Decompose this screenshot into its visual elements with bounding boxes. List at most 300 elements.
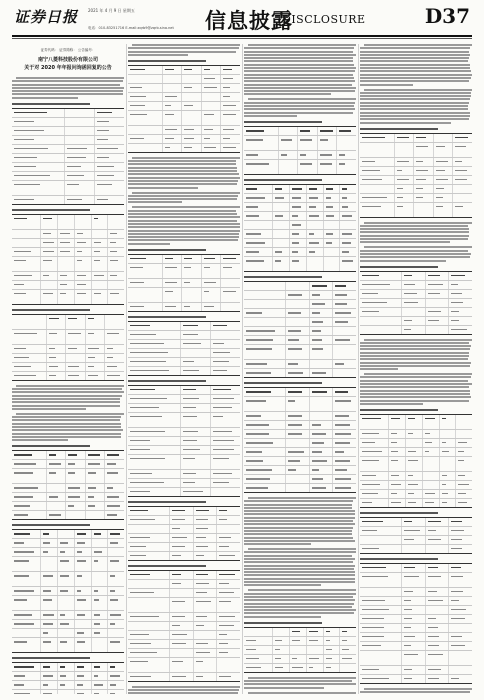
text-line [360,228,469,230]
table-row [12,460,124,469]
table-cell [128,358,181,366]
table-cell [108,690,124,694]
table-cell [426,290,450,298]
table-cell [58,239,75,247]
table-row [12,681,124,690]
table-cell [202,93,222,101]
table-cell [406,499,423,507]
table-cell [244,628,273,636]
table-cell [12,145,65,153]
table-cell [211,367,240,375]
table-row [128,455,240,470]
table-row [12,511,124,519]
table-cell [12,611,41,619]
table-cell [307,239,324,247]
table-cell [182,66,202,74]
table-row [128,84,240,93]
table-cell [75,257,92,271]
text-paragraph [244,589,356,617]
masthead-contact: 电话：010-83251716 E-mail:zqrb9@zqrb.sina.net [88,26,174,30]
text-line [244,105,354,107]
table-row [360,481,472,490]
table-cell [414,143,434,157]
text-line [360,383,472,385]
table-row [244,160,356,174]
table-cell [58,611,75,619]
table-cell [389,457,406,471]
table-cell [307,230,324,238]
table-cell [423,448,440,456]
table-cell [221,303,240,311]
table-cell [66,345,86,353]
table-cell [402,675,426,683]
table-cell [440,415,457,429]
table-cell [181,367,211,375]
table-cell [108,596,124,610]
column-divider [126,44,127,694]
data-table [360,563,472,684]
column-body [244,44,356,694]
text-paragraph [128,206,240,244]
table-cell [360,588,402,596]
table-cell [12,484,47,492]
table-cell [449,536,472,544]
table-cell [163,111,183,125]
table-cell [307,655,324,663]
text-line [244,517,355,519]
table-cell [244,203,273,211]
table-cell [163,75,183,83]
column-2 [128,44,240,694]
table-cell [290,637,307,645]
text-line [244,616,321,618]
text-line [128,163,236,165]
table-cell [414,185,434,193]
table-cell [181,479,211,487]
data-table [244,126,356,175]
table-cell [244,185,273,193]
table-cell [75,239,92,247]
table-cell [434,203,454,217]
table-cell [170,534,194,542]
table-cell [456,430,472,438]
table-cell [426,545,450,553]
table-row [128,144,240,152]
table-cell [244,448,286,456]
text-line [132,686,240,688]
table-cell [211,322,240,330]
text-line [132,206,240,208]
table-cell [202,255,222,263]
table-cell [340,239,356,247]
table-cell [75,611,92,619]
text-line [12,84,120,86]
table-cell [286,291,310,299]
table-cell [440,430,457,438]
table-cell [279,127,299,135]
table-cell [41,272,58,280]
text-line [360,368,398,370]
text-line [360,345,471,347]
table-cell [290,203,307,211]
table-caption [128,316,206,318]
table-row [12,136,124,145]
text-line [360,256,470,258]
table-cell [92,539,109,547]
table-cell [402,624,426,632]
table-cell [92,638,109,652]
table-cell [244,151,279,159]
table-cell [66,511,86,519]
table-row [360,185,472,194]
table-row [12,611,124,620]
table-cell [456,457,472,471]
table-cell [449,308,472,316]
table-cell [12,315,47,329]
table-cell [105,354,124,362]
table-cell [108,272,124,280]
table-cell [221,111,240,125]
text-line [128,223,240,225]
table-cell [128,367,181,375]
table-cell [47,354,67,362]
table-cell [66,502,86,510]
table-cell [449,588,472,596]
text-line [360,102,469,104]
text-line [128,170,237,172]
table-cell [414,203,434,217]
table-cell [286,300,310,308]
table-cell [202,84,222,92]
table-row [128,525,240,534]
table-cell [360,536,402,544]
table-cell [244,136,279,150]
table-caption [244,622,322,624]
table-cell [324,194,341,202]
table-cell [449,545,472,553]
table-cell [434,176,454,184]
table-cell [202,66,222,74]
text-line [128,198,237,200]
table-cell [221,102,240,110]
text-line [128,226,240,228]
table-cell [440,472,457,480]
table-cell [426,588,450,596]
table-row [128,613,240,622]
table-cell [449,272,472,280]
table-cell [310,439,334,447]
table-cell [360,167,395,175]
table-cell [163,279,183,287]
table-cell [286,360,310,368]
text-line [360,403,423,405]
table-row [360,448,472,457]
text-line [12,423,121,425]
table-cell [128,84,163,92]
table-cell [181,358,211,366]
table-cell [170,622,194,630]
table-cell [170,516,194,524]
table-cell [453,143,472,157]
text-line [364,89,472,91]
table-cell [65,181,95,195]
table-cell [273,628,290,636]
text-line [12,429,123,431]
text-line [244,561,353,563]
table-cell [360,143,395,157]
table-cell [244,327,286,335]
table-row [360,490,472,499]
table-cell [360,633,402,641]
text-line [128,51,236,53]
table-row [244,327,356,336]
table-cell [273,655,290,663]
table-cell [449,573,472,587]
data-table [128,254,240,312]
table-cell [453,194,472,202]
table-row [128,428,240,437]
text-line [128,54,188,56]
table-cell [290,257,307,271]
table-cell [449,651,472,665]
table-cell [41,290,58,304]
table-cell [105,469,124,483]
table-cell [128,479,181,487]
table-cell [128,552,170,560]
table-cell [244,318,286,326]
text-line [360,118,469,120]
table-cell [310,282,334,290]
column-4 [360,44,472,694]
table-row [128,264,240,279]
table-cell [202,264,222,278]
table-cell [244,369,286,377]
header-rule-thick [12,35,472,37]
table-cell [163,126,183,134]
data-table [12,450,124,520]
table-cell [423,499,440,507]
text-line [360,112,470,114]
table-row [12,257,124,272]
text-line [360,98,470,100]
table-cell [92,572,109,586]
table-cell [244,360,286,368]
table-cell [324,248,341,256]
table-row [360,564,472,573]
text-line [244,67,356,69]
table-cell [221,75,240,83]
table-cell [414,176,434,184]
table-cell [310,369,334,377]
table-cell [194,543,218,551]
text-line [12,97,78,99]
table-cell [47,345,67,353]
table-row [12,354,124,363]
text-line [244,530,352,532]
text-line [360,376,471,378]
table-cell [211,446,240,454]
table-row [244,397,356,412]
table-cell [108,290,124,304]
table-row [360,317,472,326]
table-cell [423,439,440,447]
table-cell [324,185,341,193]
table-cell [211,340,240,348]
column-divider [242,44,243,694]
table-cell [434,167,454,175]
table-cell [58,281,75,289]
table-cell [47,315,67,329]
table-cell [92,272,109,280]
table-cell [12,539,41,547]
table-cell [41,672,58,680]
text-line [244,543,311,545]
text-line [128,233,239,235]
table-cell [333,309,356,317]
table-cell [65,196,95,204]
table-row [360,143,472,158]
table-cell [105,493,124,501]
table-cell [449,624,472,632]
table-cell [244,239,273,247]
header-rule-thin [12,38,472,39]
text-line [128,230,240,232]
table-cell [12,451,47,459]
table-cell [41,681,58,689]
table-cell [217,525,240,533]
table-row [128,331,240,340]
table-caption [12,657,90,659]
table-cell [389,481,406,489]
table-cell [92,596,109,610]
table-cell [290,194,307,202]
table-cell [95,172,124,180]
text-line [244,47,354,49]
table-cell [170,580,194,588]
table-cell [337,160,356,174]
table-cell [244,646,273,654]
table-cell [286,388,310,396]
text-line [244,112,353,114]
table-cell [395,143,415,157]
table-cell [360,606,402,614]
table-cell [221,144,240,152]
table-cell [211,488,240,496]
table-row [360,545,472,553]
table-cell [318,136,338,150]
table-cell [310,466,334,474]
table-cell [58,530,75,538]
section-subtitle: DISCLOSURE [282,13,366,26]
table-cell [389,439,406,447]
table-cell [244,655,273,663]
table-cell [108,281,124,289]
text-paragraph [128,157,240,189]
table-cell [402,290,426,298]
column-body [12,77,124,694]
table-cell [286,318,310,326]
table-cell [423,430,440,438]
table-cell [12,181,65,195]
table-cell [360,439,389,447]
table-row [360,439,472,448]
table-cell [58,290,75,304]
text-paragraph [128,192,240,204]
text-line [16,385,124,387]
table-row [12,248,124,257]
text-line [244,593,356,595]
table-cell [170,613,194,621]
table-cell [360,481,389,489]
text-line [128,239,238,241]
table-caption [244,276,322,278]
table-cell [12,502,47,510]
table-cell [182,135,202,143]
table-cell [440,457,457,471]
table-cell [333,345,356,359]
table-cell [360,134,395,142]
table-cell [290,221,307,229]
table-row [12,672,124,681]
table-cell [389,490,406,498]
text-line [360,352,469,354]
table-cell [128,571,170,579]
table-cell [395,185,415,193]
table-row [244,212,356,221]
table-cell [440,481,457,489]
table-cell [92,620,109,628]
table-cell [58,539,75,547]
text-line [360,358,468,360]
table-cell [65,154,95,162]
table-cell [360,194,395,202]
table-row [12,548,124,557]
table-cell [194,649,218,657]
text-line [360,691,470,693]
table-cell [163,135,183,143]
table-cell [12,493,47,501]
table-cell [307,185,324,193]
table-row [12,484,124,493]
text-paragraph [12,413,124,441]
table-row [128,66,240,75]
text-line [360,348,470,350]
text-line [128,47,239,49]
table-cell [423,457,440,471]
table-row [128,631,240,640]
table-cell [360,176,395,184]
table-cell [105,315,124,329]
table-row [360,430,472,439]
table-cell [92,530,109,538]
table-cell [290,185,307,193]
data-table [128,65,240,153]
table-row [244,439,356,448]
text-line [244,533,352,535]
table-cell [211,404,240,412]
table-cell [75,281,92,289]
table-cell [12,248,41,256]
table-cell [41,230,58,238]
text-line [12,419,120,421]
text-line [360,365,470,367]
text-line [244,571,355,573]
table-cell [389,430,406,438]
table-row [128,288,240,303]
table-cell [217,589,240,597]
table-cell [217,571,240,579]
text-line [364,44,472,46]
